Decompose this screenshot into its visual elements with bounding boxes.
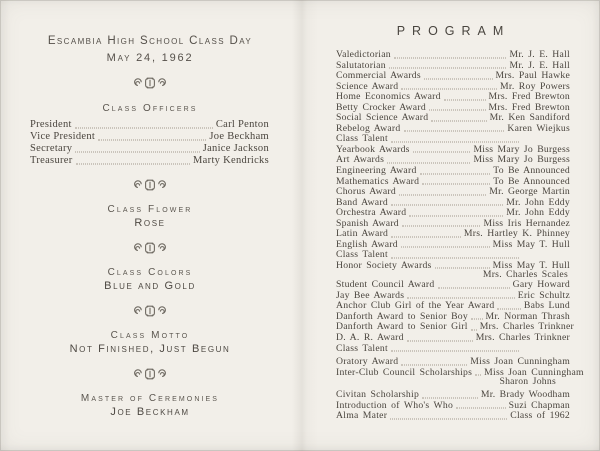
fleuron-ornament-icon	[128, 177, 172, 193]
section-heading: Class Motto	[110, 329, 190, 341]
entry-name: Mrs. Paul Hawke	[495, 70, 570, 82]
entry-label: Science Award	[336, 80, 399, 92]
entry-name: Suzi Chapman	[508, 399, 570, 411]
dotted-leader	[424, 78, 493, 79]
entry-label: Jay Bee Awards	[336, 289, 405, 301]
entry-name: Mr. Brady Woodham	[480, 389, 570, 400]
section-heading: Class Flower	[107, 203, 193, 215]
dotted-leader	[407, 340, 473, 341]
entry-name: Mrs. Charles Trinkner	[475, 332, 570, 344]
fleuron-ornament-icon	[128, 303, 172, 319]
entry-name: Mrs. Hartley K. Phinney	[463, 228, 570, 240]
entry-label: Home Economics Award	[336, 91, 441, 103]
program-list	[336, 49, 584, 422]
program-title: PROGRAM	[396, 24, 511, 38]
entry-label: Orchestra Award	[336, 207, 407, 219]
entry-name: Mr. George Martin	[489, 186, 570, 198]
dotted-leader	[404, 131, 505, 132]
officers-list	[0, 119, 300, 167]
section-value: Rose	[134, 216, 166, 229]
officer-row	[30, 143, 269, 155]
entry-name: Mr. J. E. Hall	[509, 59, 570, 71]
dotted-leader	[422, 397, 478, 398]
program-entry	[336, 50, 570, 61]
entry-label: Yearbook Awards	[336, 143, 410, 155]
program-entry	[336, 333, 570, 344]
booklet-title: Escambia High School Class Day	[47, 35, 253, 47]
entry-label: Danforth Award to Senior Girl	[336, 321, 468, 333]
entry-name: Mrs. Fred Brewton	[488, 91, 570, 103]
entry-label: D. A. R. Award	[336, 332, 404, 344]
dotted-leader	[387, 163, 470, 164]
dotted-leader	[76, 163, 190, 164]
officer-title: Treasurer	[30, 154, 73, 166]
dotted-leader	[471, 319, 483, 320]
dotted-leader	[391, 205, 503, 206]
entry-label: Art Awards	[336, 154, 385, 166]
entry-name: Gary Howard	[512, 279, 570, 291]
entry-name: Mr. Ken Sandiford	[489, 112, 570, 124]
entry-name: Mr. Roy Powers	[500, 80, 570, 92]
entry-name: Miss Mary Jo Burgess	[473, 154, 570, 166]
dotted-leader	[420, 173, 491, 174]
dotted-leader	[438, 287, 510, 288]
dotted-leader	[471, 330, 477, 331]
entry-label: Oratory Award	[336, 356, 399, 368]
dotted-leader	[75, 151, 199, 152]
program-entry	[336, 411, 570, 422]
entry-name: Karen Wiejkus	[507, 122, 570, 134]
entry-name: Mr. John Eddy	[506, 196, 570, 208]
dotted-leader	[407, 298, 515, 299]
dotted-leader	[431, 120, 486, 121]
dotted-leader	[402, 226, 481, 227]
entry-name-second: Sharon Johns	[499, 376, 556, 388]
fleuron-ornament-icon	[128, 240, 172, 256]
officer-row	[30, 119, 269, 131]
dotted-leader	[391, 236, 461, 237]
entry-name-second: Mrs. Charles Scales	[482, 269, 568, 281]
dotted-leader	[409, 215, 503, 216]
event-date: May 24, 1962	[106, 52, 194, 64]
right-page	[300, 0, 600, 451]
entry-name: Miss Joan Cunningham	[470, 356, 570, 368]
officer-row	[30, 131, 269, 143]
dotted-leader	[435, 268, 490, 269]
entry-name: Eric Schultz	[517, 289, 570, 301]
section-heading: Master of Ceremonies	[80, 392, 220, 404]
dotted-leader	[391, 257, 519, 258]
entry-name: Miss Joan Cunningham	[484, 366, 584, 378]
program-entry	[336, 166, 570, 177]
officer-title: President	[30, 119, 72, 130]
officer-name: Janice Jackson	[202, 142, 269, 154]
officer-name: Marty Kendricks	[193, 154, 269, 166]
program-entry	[336, 390, 570, 401]
entry-name: Mrs. Fred Brewton	[488, 101, 570, 113]
section-value: Not Finished, Just Begun	[69, 342, 231, 355]
dotted-leader	[391, 351, 519, 352]
entry-label: Anchor Club Girl of the Year Award	[336, 300, 495, 312]
dotted-leader	[98, 139, 206, 140]
entry-name: Mrs. Charles Trinkner	[479, 321, 574, 333]
entry-label: Chorus Award	[336, 186, 396, 198]
entry-name: Miss May T. Hull	[492, 238, 570, 250]
officer-name: Joe Beckham	[209, 130, 269, 142]
fleuron-ornament-icon	[128, 75, 172, 91]
officer-title: Vice President	[30, 130, 96, 142]
entry-label: Spanish Award	[336, 217, 399, 229]
entry-name: Miss Mary Jo Burgess	[473, 143, 570, 155]
officer-row	[30, 155, 269, 167]
dotted-leader	[389, 68, 507, 69]
dotted-leader	[391, 141, 519, 142]
entry-label: Class Talent	[336, 342, 388, 354]
dotted-leader	[75, 127, 213, 128]
entry-label: Danforth Award to Senior Boy	[336, 310, 468, 322]
entry-name: Babs Lund	[523, 300, 570, 312]
dotted-leader	[401, 247, 490, 248]
entry-name: Mr. J. E. Hall	[509, 49, 570, 60]
officer-name: Carl Penton	[215, 119, 269, 130]
dotted-leader	[401, 364, 467, 365]
entry-label: Honor Society Awards	[336, 259, 432, 271]
entry-label: Alma Mater	[336, 410, 388, 422]
section-heading: Class Colors	[107, 266, 193, 278]
dotted-leader	[475, 375, 481, 376]
entry-label: Betty Crocker Award	[336, 101, 426, 113]
entry-label: Band Award	[336, 196, 388, 208]
entry-name: Miss May T. Hull	[492, 259, 570, 271]
entry-label: Introduction of Who's Who	[336, 399, 454, 411]
dotted-leader	[444, 99, 486, 100]
entry-label: Rebelog Award	[336, 122, 401, 134]
entry-name: Mr. Norman Thrash	[485, 310, 570, 322]
dotted-leader	[497, 308, 520, 309]
dotted-leader	[413, 152, 471, 153]
dotted-leader	[456, 408, 506, 409]
entry-name: Miss Iris Hernandez	[483, 217, 570, 229]
section-value: Blue and Gold	[104, 279, 196, 292]
dotted-leader	[390, 418, 507, 419]
entry-label: Civitan Scholarship	[336, 389, 420, 400]
dotted-leader	[399, 194, 486, 195]
entry-name: Class of 1962	[510, 410, 570, 422]
program-entry	[336, 344, 570, 355]
left-sections	[0, 177, 300, 419]
entry-label: English Award	[336, 238, 398, 250]
entry-name: Mr. John Eddy	[506, 207, 570, 219]
dotted-leader	[394, 57, 507, 58]
officer-title: Secretary	[30, 142, 73, 154]
entry-name: To Be Announced	[493, 175, 570, 187]
entry-label: Engineering Award	[336, 165, 417, 177]
entry-label: Mathematics Award	[336, 175, 420, 187]
section-value: Joe Beckham	[110, 405, 190, 418]
entry-label: Student Council Award	[336, 279, 435, 291]
entry-label: Inter-Club Council Scholarships	[336, 366, 473, 378]
fleuron-ornament-icon	[128, 366, 172, 382]
entry-label: Social Science Award	[336, 112, 429, 124]
entry-name: To Be Announced	[493, 165, 570, 177]
officers-heading: Class Officers	[102, 103, 198, 114]
entry-label: Class Talent	[336, 133, 388, 145]
entry-label: Class Talent	[336, 249, 388, 261]
entry-label: Salutatorian	[336, 59, 386, 71]
dotted-leader	[422, 184, 490, 185]
entry-label: Valedictorian	[336, 49, 391, 60]
dotted-leader	[429, 110, 486, 111]
entry-label: Commercial Awards	[336, 70, 421, 82]
entry-label: Latin Award	[336, 228, 389, 240]
dotted-leader	[401, 89, 497, 90]
